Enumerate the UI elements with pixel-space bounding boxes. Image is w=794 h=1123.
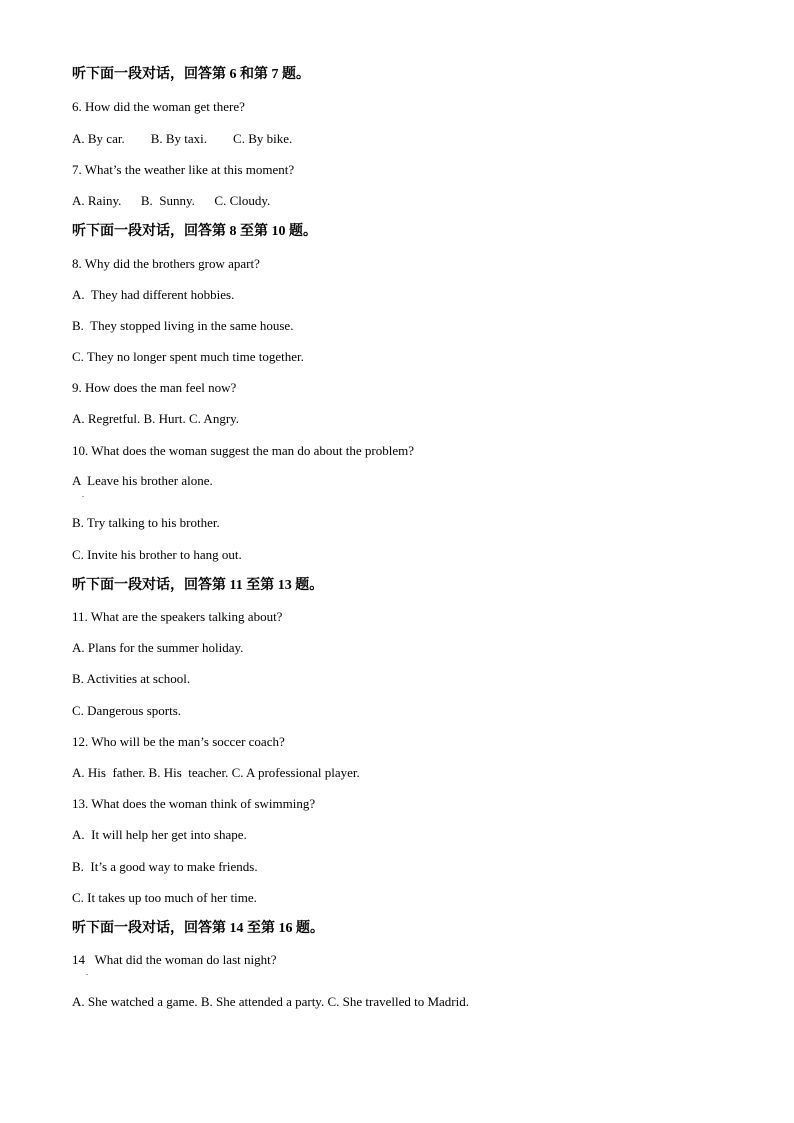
question-7: 7. What’s the weather like at this moment? — [72, 162, 295, 177]
options-6: A. By car. B. By taxi. C. By bike. — [72, 131, 293, 146]
option-10c: C. Invite his brother to hang out. — [72, 547, 242, 562]
stray-dot: . — [82, 490, 84, 499]
question-9: 9. How does the man feel now? — [72, 380, 237, 395]
option-8b: B. They stopped living in the same house. — [72, 318, 294, 333]
option-13b: B. It’s a good way to make friends. — [72, 859, 258, 874]
option-8a: A. They had different hobbies. — [72, 287, 235, 302]
section-heading-8-10: 听下面一段对话，回答第 8 至第 10 题。 — [72, 224, 317, 239]
option-8c: C. They no longer spent much time together. — [72, 349, 304, 364]
question-11: 11. What are the speakers talking about? — [72, 609, 283, 624]
question-12: 12. Who will be the man’s soccer coach? — [72, 734, 285, 749]
option-11c: C. Dangerous sports. — [72, 703, 182, 718]
option-10a: A Leave his brother alone. — [72, 473, 213, 488]
section-heading-14-16: 听下面一段对话，回答第 14 至第 16 题。 — [72, 921, 324, 936]
question-6: 6. How did the woman get there? — [72, 99, 245, 114]
question-8: 8. Why did the brothers grow apart? — [72, 256, 260, 271]
section-heading-11-13: 听下面一段对话，回答第 11 至第 13 题。 — [72, 578, 324, 593]
option-13a: A. It will help her get into shape. — [72, 827, 247, 842]
options-14: A. She watched a game. B. She attended a party. C. She travelled to Madrid. — [72, 994, 469, 1009]
question-10: 10. What does the woman suggest the man do about the problem? — [72, 443, 415, 458]
stray-dot: . — [86, 968, 88, 977]
option-10b: B. Try talking to his brother. — [72, 515, 220, 530]
options-9: A. Regretful. B. Hurt. C. Angry. — [72, 411, 240, 426]
question-13: 13. What does the woman think of swimming? — [72, 796, 316, 811]
option-11a: A. Plans for the summer holiday. — [72, 640, 244, 655]
options-12: A. His father. B. His teacher. C. A professional player. — [72, 765, 360, 780]
question-14: 14 What did the woman do last night? — [72, 952, 277, 967]
section-heading-6-7: 听下面一段对话，回答第 6 和第 7 题。 — [72, 67, 310, 82]
options-7: A. Rainy. B. Sunny. C. Cloudy. — [72, 193, 271, 208]
option-11b: B. Activities at school. — [72, 671, 191, 686]
option-13c: C. It takes up too much of her time. — [72, 890, 257, 905]
